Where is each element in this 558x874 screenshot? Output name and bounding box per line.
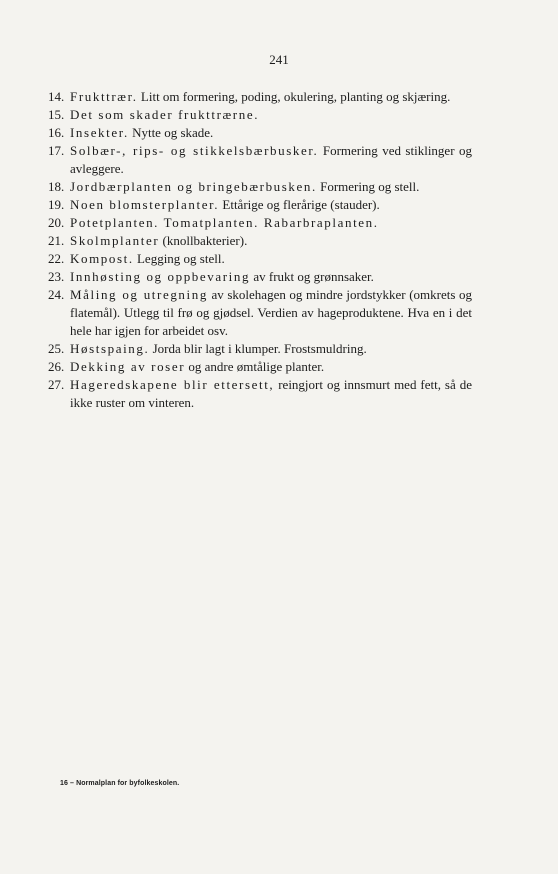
list-item (48, 250, 472, 268)
list-item (48, 106, 472, 124)
list-item (48, 124, 472, 142)
topic-list (48, 88, 472, 412)
item-text: av skolehagen og mindre jordstykker (omkrets og flatemål). Utlegg til frø og gjødsel. Verdien av hageproduktene. Hva en i det hele har igjen for arbeidet osv. (70, 287, 472, 338)
item-number: 26. (48, 359, 65, 374)
item-text: Jorda blir lagt i klumper. Frostsmuldring. (149, 341, 367, 356)
list-item (48, 142, 472, 178)
item-title: Potetplanten. Tomatplanten. Rabarbraplanten. (70, 215, 379, 230)
item-number: 25. (48, 341, 65, 356)
item-text: av frukt og grønnsaker. (250, 269, 374, 284)
item-title: Solbær-, rips- og stikkelsbærbusker. (70, 143, 319, 158)
list-item (48, 340, 472, 358)
item-text: reingjort og innsmurt med fett, så de ikke ruster om vinteren. (70, 377, 472, 410)
item-text: Ettårige og flerårige (stauder). (219, 197, 380, 212)
list-item (48, 232, 472, 250)
list-item (48, 286, 472, 340)
item-number: 18. (48, 179, 65, 194)
page-number: 241 (269, 52, 289, 67)
item-number: 21. (48, 233, 65, 248)
item-title: Noen blomsterplanter. (70, 197, 220, 212)
item-text: Formering og stell. (316, 179, 420, 194)
item-number: 19. (48, 197, 65, 212)
item-number: 22. (48, 251, 65, 266)
item-title: Skolmplanter (70, 233, 160, 248)
list-item (48, 358, 472, 376)
item-text: Legging og stell. (133, 251, 225, 266)
item-title: Jordbærplanten og bringebærbusken. (70, 179, 317, 194)
list-item (48, 196, 472, 214)
item-text: (knollbakterier). (159, 233, 248, 248)
item-title: Kompost. (70, 251, 134, 266)
list-item (48, 376, 472, 412)
item-title: Hageredskapene blir ettersett, (70, 377, 275, 392)
item-number: 23. (48, 269, 65, 284)
item-number: 17. (48, 143, 65, 158)
footer-note: 16 – Normalplan for byfolkeskolen. (60, 780, 180, 787)
item-text: Nytte og skade. (128, 125, 214, 140)
item-title: Måling og utregning (70, 287, 208, 302)
list-item (48, 268, 472, 286)
item-text: Formering ved stiklinger og avleggere. (70, 143, 472, 176)
item-number: 16. (48, 125, 65, 140)
item-text: og andre ømtålige planter. (185, 359, 325, 374)
item-title: Dekking av roser (70, 359, 186, 374)
item-number: 27. (48, 377, 65, 392)
item-title: Insekter. (70, 125, 129, 140)
item-number: 14. (48, 89, 65, 104)
list-item (48, 178, 472, 196)
item-title: Det som skader frukttrærne. (70, 107, 260, 122)
item-title: Frukttrær. (70, 89, 138, 104)
list-item (48, 88, 472, 106)
item-number: 24. (48, 287, 65, 302)
item-number: 15. (48, 107, 65, 122)
item-text: Litt om formering, poding, okulering, planting og skjæring. (137, 89, 451, 104)
item-title: Innhøsting og oppbevaring (70, 269, 251, 284)
item-title: Høstspaing. (70, 341, 150, 356)
list-item (48, 214, 472, 232)
item-number: 20. (48, 215, 65, 230)
